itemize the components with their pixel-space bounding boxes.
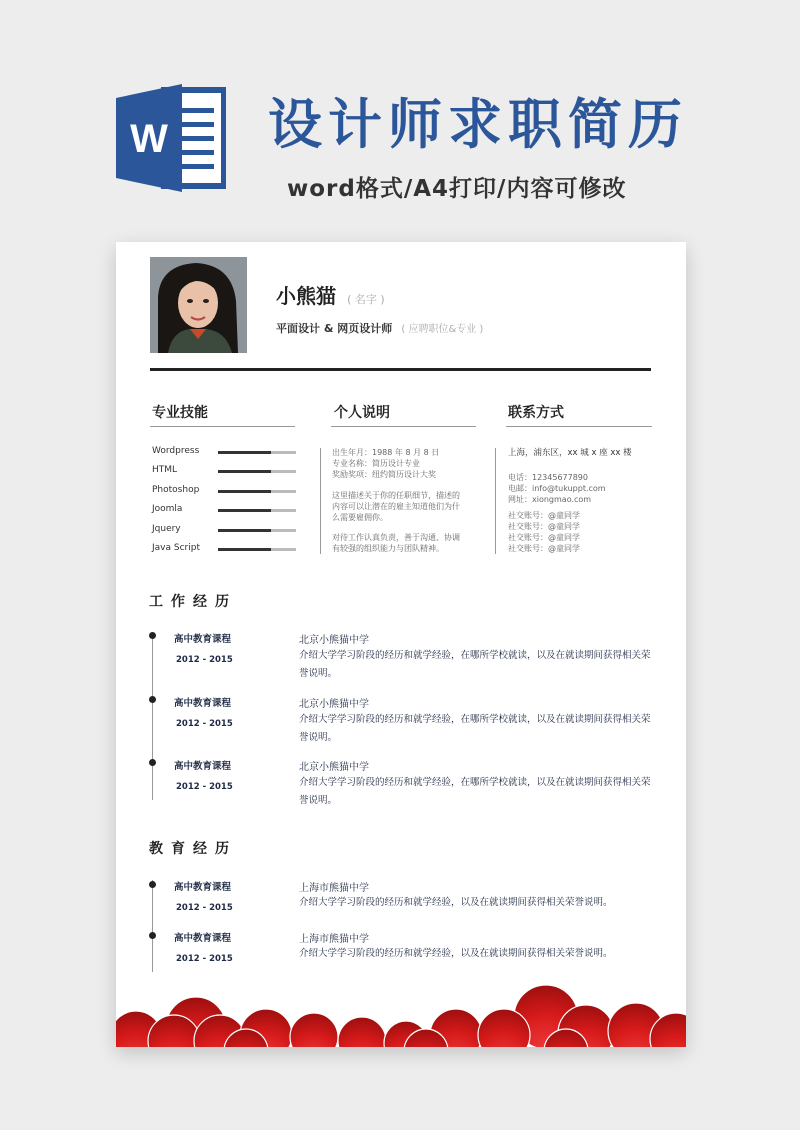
- social-account: 社交账号：@童同学: [508, 533, 580, 542]
- skill-name: Wordpress: [152, 446, 200, 456]
- award-text: 奖励奖项：纽约简历设计大奖: [332, 470, 436, 479]
- work-course: 高中教育课程: [174, 698, 232, 709]
- work-school: 北京小熊猫中学: [299, 699, 369, 710]
- work-description: 介绍大学学习阶段的经历和就学经验，在哪所学校就读，以及在就读期间获得相关荣誉说明。: [299, 650, 651, 679]
- work-timeline: [152, 632, 153, 800]
- skill-name: HTML: [152, 465, 178, 475]
- education-school: 上海市熊猫中学: [299, 934, 369, 945]
- work-date: 2012 - 2015: [176, 655, 233, 665]
- logo-letter: W: [130, 117, 168, 161]
- work-description: 介绍大学学习阶段的经历和就学经验，在哪所学校就读，以及在就读期间获得相关荣誉说明。: [299, 714, 651, 743]
- contact-email: 电邮：info@tukuppt.com: [508, 484, 606, 493]
- trait-line: 有较强的组织能力与团队精神。: [332, 544, 444, 553]
- work-date: 2012 - 2015: [176, 719, 233, 729]
- about-underline: [331, 426, 476, 427]
- skills-heading: 专业技能: [152, 405, 208, 421]
- education-description: 介绍大学学习阶段的经历和就学经验，以及在就读期间获得相关荣誉说明。: [299, 948, 613, 959]
- banner-title: 设计师求职简历: [268, 93, 688, 156]
- timeline-dot: [149, 759, 156, 766]
- birth-text: 出生年月：1988 年 8 月 8 日: [332, 448, 440, 457]
- contact-website: 网址：xiongmao.com: [508, 495, 592, 504]
- contact-phone: 电话：12345677890: [508, 473, 588, 482]
- work-date: 2012 - 2015: [176, 782, 233, 792]
- timeline-dot: [149, 696, 156, 703]
- desc-line: 这里描述关于你的任职细节，描述的: [332, 491, 460, 500]
- skill-bar: [218, 451, 296, 454]
- about-heading: 个人说明: [334, 405, 390, 421]
- work-heading: 工作经历: [149, 594, 237, 610]
- contact-heading: 联系方式: [508, 405, 564, 421]
- red-wave-decoration: [116, 985, 686, 1047]
- word-logo-icon: [116, 84, 226, 192]
- social-account: 社交账号：@童同学: [508, 522, 580, 531]
- skill-bar: [218, 529, 296, 532]
- skills-underline: [150, 426, 295, 427]
- skill-bar-fill: [218, 509, 271, 512]
- resume-paper: [116, 242, 686, 1047]
- skill-bar: [218, 548, 296, 551]
- about-divider: [320, 448, 321, 554]
- skill-bar-fill: [218, 529, 271, 532]
- skill-bar: [218, 509, 296, 512]
- job-title: 平面设计 & 网页设计师: [276, 322, 393, 335]
- desc-line: 内容可以让潜在的雇主知道他们为什: [332, 502, 460, 511]
- work-school: 北京小熊猫中学: [299, 635, 369, 646]
- skill-name: Photoshop: [152, 485, 200, 495]
- skill-name: Jquery: [152, 524, 181, 534]
- major-text: 专业名称：简历设计专业: [332, 459, 420, 468]
- header-divider: [150, 368, 651, 371]
- contact-underline: [506, 426, 652, 427]
- job-title-hint: ( 应聘职位&专业 ): [401, 324, 484, 335]
- job-title-row: [276, 317, 483, 336]
- skill-name: Joomla: [152, 504, 183, 514]
- education-course: 高中教育课程: [174, 882, 232, 893]
- contact-address: 上海，浦东区，xx 城 x 座 xx 楼: [508, 448, 632, 458]
- skill-bar: [218, 490, 296, 493]
- desc-line: 么需要雇佣你。: [332, 513, 388, 522]
- education-course: 高中教育课程: [174, 933, 232, 944]
- work-course: 高中教育课程: [174, 634, 232, 645]
- contact-divider: [495, 448, 496, 554]
- timeline-dot: [149, 881, 156, 888]
- name-row: [276, 280, 385, 309]
- education-date: 2012 - 2015: [176, 954, 233, 964]
- education-school: 上海市熊猫中学: [299, 883, 369, 894]
- education-timeline: [152, 880, 153, 972]
- skill-bar: [218, 470, 296, 473]
- social-account: 社交账号：@童同学: [508, 544, 580, 553]
- work-school: 北京小熊猫中学: [299, 762, 369, 773]
- skill-bar-fill: [218, 451, 271, 454]
- skill-bar-fill: [218, 490, 271, 493]
- social-account: 社交账号：@童同学: [508, 511, 580, 520]
- candidate-name: 小熊猫: [276, 284, 336, 308]
- education-date: 2012 - 2015: [176, 903, 233, 913]
- trait-line: 对待工作认真负责，善于沟通、协调: [332, 533, 460, 542]
- education-heading: 教育经历: [149, 841, 237, 857]
- timeline-dot: [149, 632, 156, 639]
- work-description: 介绍大学学习阶段的经历和就学经验，在哪所学校就读，以及在就读期间获得相关荣誉说明。: [299, 777, 651, 806]
- banner-subtitle: word格式/A4打印/内容可修改: [287, 176, 627, 202]
- skill-bar-fill: [218, 548, 271, 551]
- profile-photo: [150, 257, 247, 353]
- work-course: 高中教育课程: [174, 761, 232, 772]
- skill-bar-fill: [218, 470, 271, 473]
- timeline-dot: [149, 932, 156, 939]
- name-hint: ( 名字 ): [347, 293, 385, 306]
- education-description: 介绍大学学习阶段的经历和就学经验，以及在就读期间获得相关荣誉说明。: [299, 897, 613, 908]
- skill-name: Java Script: [152, 543, 200, 553]
